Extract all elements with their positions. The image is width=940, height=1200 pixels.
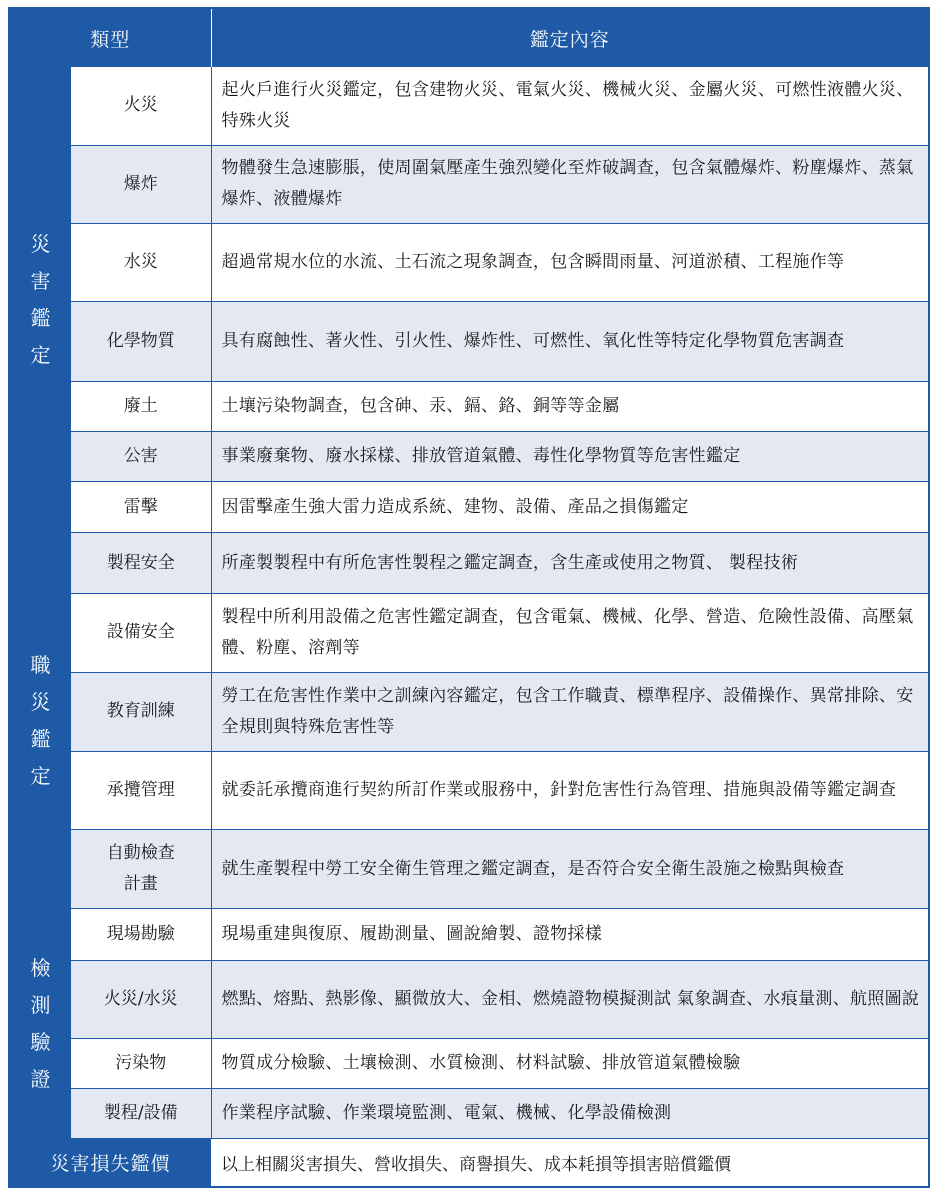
row-desc: 就生產製程中勞工安全衛生管理之鑑定調查，是否符合安全衛生設施之檢點與檢查 [211, 830, 929, 909]
table-row [9, 302, 929, 381]
table-row [9, 672, 929, 751]
table-row [9, 533, 929, 594]
table-row [9, 381, 929, 431]
table-row [9, 431, 929, 481]
content-column-header: 鑑定內容 [211, 8, 929, 67]
table-row [9, 1038, 929, 1088]
row-type: 污染物 [71, 1038, 211, 1088]
row-type: 火災 [71, 67, 211, 145]
row-type [71, 830, 211, 909]
table-row [9, 909, 929, 960]
row-desc: 所產製製程中有所危害性製程之鑑定調查，含生產或使用之物質、 製程技術 [211, 533, 929, 594]
table-row [9, 751, 929, 829]
row-desc: 燃點、熔點、熱影像、顯微放大、金相、燃燒證物模擬測試 氣象調查、水痕量測、航照圖說 [211, 960, 929, 1038]
row-desc: 勞工在危害性作業中之訓練內容鑑定，包含工作職責、標準程序、設備操作、異常排除、安全規則與特殊危害性等 [211, 672, 929, 751]
table-row [9, 145, 929, 223]
appraisal-table [8, 7, 930, 1188]
row-desc: 土壤污染物調查，包含砷、汞、鎘、鉻、銅等等金屬 [211, 381, 929, 431]
row-type: 設備安全 [71, 594, 211, 672]
row-type: 爆炸 [71, 145, 211, 223]
table-row [9, 1089, 929, 1139]
group-label-testing: 檢測驗證 [9, 909, 71, 1139]
row-type: 製程安全 [71, 533, 211, 594]
row-desc: 作業程序試驗、作業環境監測、電氣、機械、化學設備檢測 [211, 1089, 929, 1139]
row-desc: 因雷擊產生強大雷力造成系統、建物、設備、產品之損傷鑑定 [211, 481, 929, 532]
row-type: 廢土 [71, 381, 211, 431]
table-row [9, 594, 929, 672]
row-desc: 就委託承攬商進行契約所訂作業或服務中，針對危害性行為管理、措施與設備等鑑定調查 [211, 751, 929, 829]
row-type: 雷擊 [71, 481, 211, 532]
row-desc: 具有腐蝕性、著火性、引火性、爆炸性、可燃性、氧化性等特定化學物質危害調查 [211, 302, 929, 381]
table-header [9, 8, 929, 67]
row-type: 承攬管理 [71, 751, 211, 829]
row-desc: 起火戶進行火災鑑定，包含建物火災、電氣火災、機械火災、金屬火災、可燃性液體火災、特殊火災 [211, 67, 929, 145]
group-label-disaster: 災害鑑定 [9, 67, 71, 533]
footer-label: 災害損失鑑價 [9, 1139, 211, 1187]
row-desc: 物體發生急速膨脹，使周圍氣壓產生強烈變化至炸破調查，包含氣體爆炸、粉塵爆炸、蒸氣爆炸、液體爆炸 [211, 145, 929, 223]
table-row [9, 481, 929, 532]
row-type: 教育訓練 [71, 672, 211, 751]
row-desc: 超過常規水位的水流、土石流之現象調查，包含瞬間雨量、河道淤積、工程施作等 [211, 224, 929, 302]
row-desc: 現場重建與復原、履勘測量、圖說繪製、證物採樣 [211, 909, 929, 960]
row-type: 化學物質 [71, 302, 211, 381]
table-row [9, 960, 929, 1038]
footer-desc: 以上相關災害損失、營收損失、商譽損失、成本耗損等損害賠償鑑價 [211, 1139, 929, 1187]
row-type: 公害 [71, 431, 211, 481]
row-desc: 事業廢棄物、廢水採樣、排放管道氣體、毒性化學物質等危害性鑑定 [211, 431, 929, 481]
row-desc: 物質成分檢驗、土壤檢測、水質檢測、材料試驗、排放管道氣體檢驗 [211, 1038, 929, 1088]
type-column-header: 類型 [9, 8, 211, 67]
row-desc: 製程中所利用設備之危害性鑑定調查，包含電氣、機械、化學、營造、危險性設備、高壓氣體、粉塵、溶劑等 [211, 594, 929, 672]
row-type: 火災/水災 [71, 960, 211, 1038]
row-type: 水災 [71, 224, 211, 302]
row-type: 現場勘驗 [71, 909, 211, 960]
row-type-text: 自動檢查計畫 [106, 843, 175, 895]
table-row [9, 67, 929, 145]
table-row [9, 830, 929, 909]
table-row [9, 224, 929, 302]
footer-row [9, 1139, 929, 1187]
group-label-occupational: 職災鑑定 [9, 533, 71, 909]
row-type: 製程/設備 [71, 1089, 211, 1139]
